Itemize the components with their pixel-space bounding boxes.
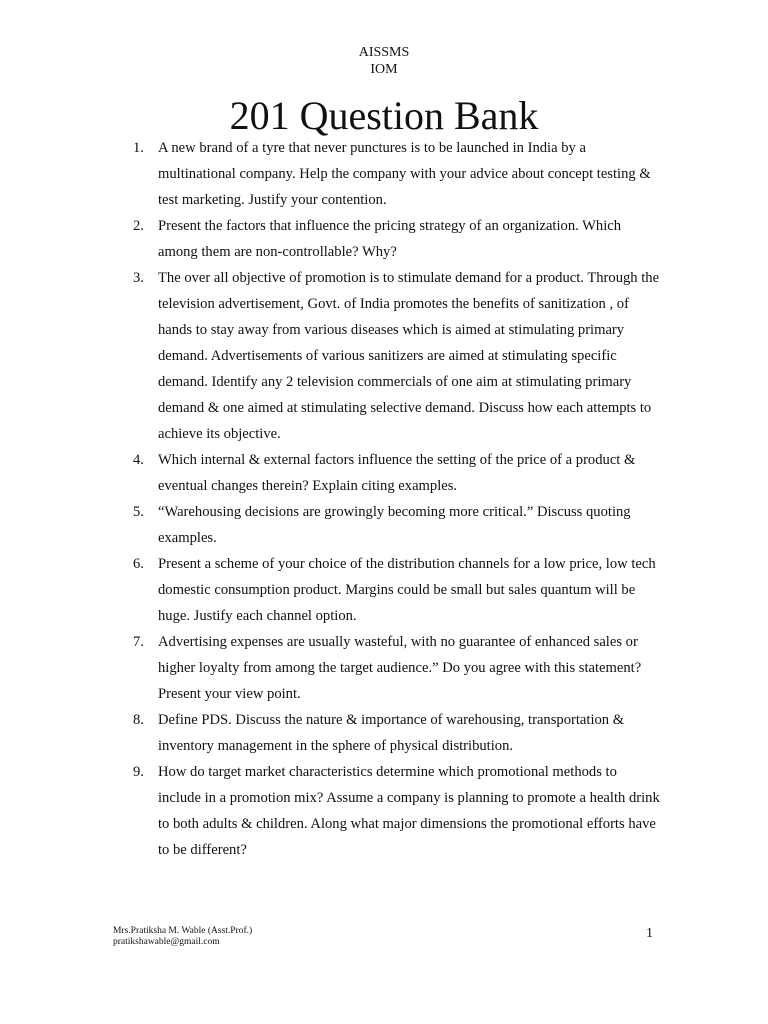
- question-text: How do target market characteristics determine which promotional methods to include in a promotion mix? Assume a company is planning to promote a health drink to both adults & children. Along what major dimensions the promotional efforts have to be different?: [158, 764, 660, 858]
- question-text: Which internal & external factors influence the setting of the price of a product & eventual changes therein? Explain citing examples.: [158, 452, 636, 494]
- question-text: Advertising expenses are usually wasteful, with no guarantee of enhanced sales or higher loyalty from among the target audience.” Do you agree with this statement? Present your view point.: [158, 634, 642, 702]
- org-name-line-1: AISSMS: [358, 45, 410, 60]
- question-text: “Warehousing decisions are growingly becoming more critical.” Discuss quoting examples.: [158, 504, 631, 546]
- page-number: 1: [646, 926, 653, 941]
- question-list: [133, 135, 663, 863]
- question-number: 9.: [133, 764, 144, 780]
- question-number: 5.: [133, 504, 144, 520]
- question-number: 7.: [133, 634, 144, 650]
- question-text: Present a scheme of your choice of the distribution channels for a low price, low tech domestic consumption product. Margins could be small but sales quantum will be huge. Justify each channel option.: [158, 556, 656, 624]
- footer-email: pratikshawable@gmail.com: [113, 937, 220, 947]
- question-number: 4.: [133, 452, 144, 468]
- question-text: Present the factors that influence the pricing strategy of an organization. Which among them are non-controllable? Why?: [158, 218, 622, 260]
- question-item: [133, 265, 663, 447]
- question-text: A new brand of a tyre that never punctures is to be launched in India by a multinational company. Help the company with your advice about concept testing & test marketing. Justify your contention.: [158, 140, 651, 208]
- org-name-line-2: IOM: [370, 62, 398, 77]
- question-item: [133, 499, 663, 551]
- question-number: 8.: [133, 712, 144, 728]
- question-text: Define PDS. Discuss the nature & importance of warehousing, transportation & inventory management in the sphere of physical distribution.: [158, 712, 625, 754]
- question-item: [133, 135, 663, 213]
- footer-author: Mrs.Pratiksha M. Wable (Asst.Prof.): [113, 926, 253, 936]
- question-item: [133, 447, 663, 499]
- question-item: [133, 629, 663, 707]
- question-item: [133, 759, 663, 863]
- question-number: 6.: [133, 556, 144, 572]
- footer-author-block: [113, 926, 252, 948]
- question-item: [133, 551, 663, 629]
- question-number: 1.: [133, 140, 144, 156]
- question-number: 3.: [133, 270, 144, 286]
- question-item: [133, 213, 663, 265]
- question-item: [133, 707, 663, 759]
- question-number: 2.: [133, 218, 144, 234]
- question-text: The over all objective of promotion is to stimulate demand for a product. Through the television advertisement, Govt. of India promotes the benefits of sanitization , of hands to stay away from various diseases which is aimed at stimulating primary demand. Advertisements of various sanitizers are aimed at stimulating specific demand. Identify any 2 television commercials of one aim at stimulating primary demand & one aimed at stimulating selective demand. Discuss how each attempts to achieve its objective.: [158, 270, 660, 442]
- page-title: 201 Question Bank: [229, 93, 539, 138]
